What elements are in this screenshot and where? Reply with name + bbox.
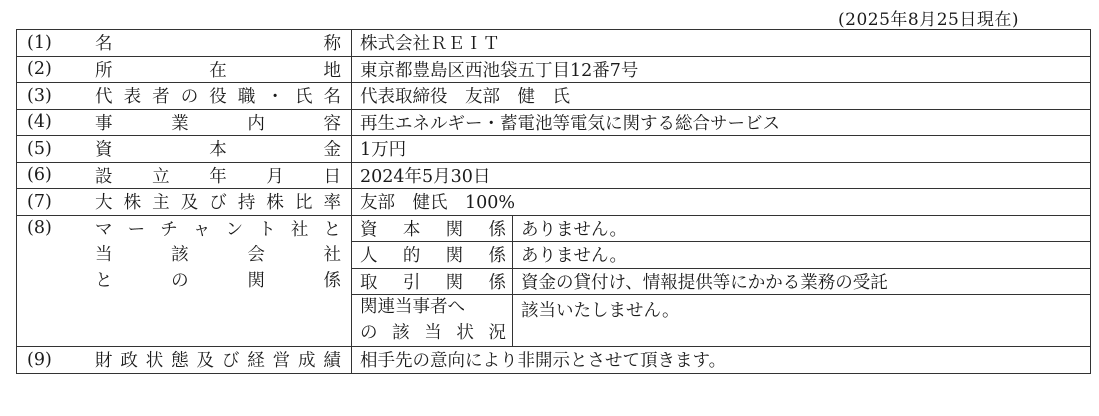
relation-row	[17, 215, 1091, 242]
row-value: 東京都豊島区西池袋五丁目12番7号	[352, 56, 1091, 83]
field-label: 資 本 金	[95, 140, 341, 161]
row-label	[89, 347, 352, 374]
field-label: 人 的 関 係	[360, 246, 506, 267]
row-label	[89, 189, 352, 216]
relation-sub-label	[352, 295, 513, 347]
relation-sub-label	[352, 215, 513, 242]
relation-value: ありません。	[513, 242, 1091, 269]
table-row	[17, 136, 1091, 163]
row-label	[89, 109, 352, 136]
row-number: (4)	[17, 109, 90, 136]
row-value: 相手先の意向により非開示とさせて頂きます。	[352, 347, 1091, 374]
row-label	[89, 83, 352, 110]
row-label	[89, 30, 352, 57]
field-label: 事 業 内 容	[95, 113, 341, 134]
row-number: (7)	[17, 189, 90, 216]
field-label: 当 該 会 社	[95, 245, 341, 265]
row-label	[89, 136, 352, 163]
row-number: (9)	[17, 347, 90, 374]
row-number: (5)	[17, 136, 90, 163]
row-value: 友部 健氏 100%	[352, 189, 1091, 216]
table-row	[17, 30, 1091, 57]
field-label: 大 株 主 及 び 持 株 比 率	[95, 193, 341, 214]
relation-value: 資金の貸付け、情報提供等にかかる業務の受託	[513, 268, 1091, 295]
field-label: 所 在 地	[95, 60, 341, 81]
row-value: 1万円	[352, 136, 1091, 163]
field-label: の 該 当 状 況	[360, 322, 506, 343]
row-number: (2)	[17, 56, 90, 83]
relation-sub-label	[352, 242, 513, 269]
field-label: 財 政 状 態 及 び 経 営 成 績	[95, 351, 341, 372]
relation-value: 該当いたしません。	[513, 295, 1091, 347]
row-number: (8)	[17, 215, 90, 347]
table-row	[17, 83, 1091, 110]
table-row	[17, 189, 1091, 216]
row-label	[89, 56, 352, 83]
table-row	[17, 109, 1091, 136]
sub-label-line	[360, 321, 506, 347]
table-row	[17, 56, 1091, 83]
sub-label-line: 関連当事者へ	[360, 297, 465, 317]
row-number: (6)	[17, 162, 90, 189]
table-row	[17, 162, 1091, 189]
field-label: マ ー チ ャ ン ト 社 と	[95, 219, 341, 240]
field-label: 取 引 関 係	[360, 272, 506, 293]
table-row	[17, 347, 1091, 374]
row-label	[89, 162, 352, 189]
field-label: 代 表 者 の 役 職 ・ 氏 名	[95, 87, 341, 108]
row-value: 2024年5月30日	[352, 162, 1091, 189]
row-value: 再生エネルギー・蓄電池等電気に関する総合サービス	[352, 109, 1091, 136]
as-of-date: (2025年8月25日現在)	[838, 10, 1019, 30]
field-label: 設 立 年 月 日	[95, 166, 341, 187]
relation-value: ありません。	[513, 215, 1091, 242]
row-number: (1)	[17, 30, 90, 57]
field-label: と の 関 係	[95, 270, 341, 291]
row-value: 株式会社ＲＥＩＴ	[352, 30, 1091, 57]
row-number: (3)	[17, 83, 90, 110]
relation-label	[89, 215, 352, 347]
field-label: 資 本 関 係	[360, 219, 506, 240]
field-label: 名 称	[95, 34, 341, 55]
relation-sub-label	[352, 268, 513, 295]
company-overview-table	[16, 29, 1091, 374]
row-value: 代表取締役 友部 健 氏	[352, 83, 1091, 110]
